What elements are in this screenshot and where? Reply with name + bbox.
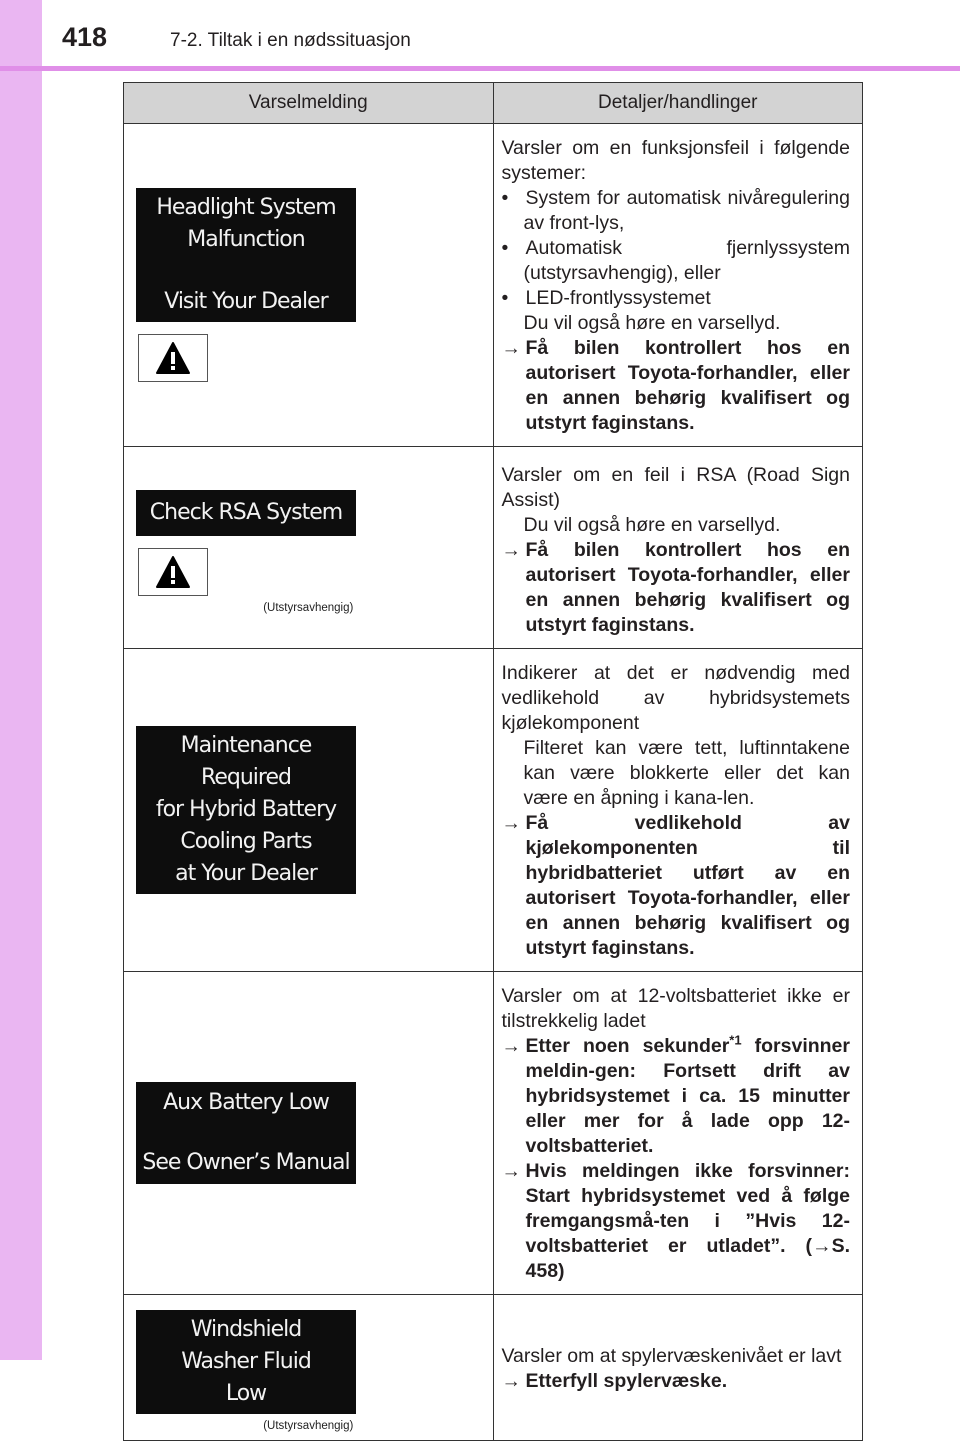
table-header-row — [124, 83, 863, 124]
table-row — [124, 124, 863, 447]
action-item — [502, 1159, 851, 1284]
action-text: Etterfyll spylervæske. — [525, 1369, 728, 1392]
display-line: for Hybrid Battery — [155, 797, 337, 822]
display-line: Check RSA System — [149, 499, 343, 525]
display-line: at Your Dealer — [175, 861, 317, 886]
bullet-text: System for automatisk nivåregulering av front-lys, — [523, 187, 850, 234]
display-washer-fluid-low — [136, 1310, 356, 1414]
display-headlight-malfunction — [136, 188, 356, 322]
optional-caption: (Utstyrsavhengig) — [263, 601, 354, 614]
action-item — [502, 336, 851, 436]
display-line: Required — [201, 765, 291, 790]
action-item — [502, 1369, 851, 1394]
table-row — [124, 972, 863, 1295]
details-intro: Varsler om at 12-voltsbatteriet ikke er tilstrekkelig ladet — [501, 985, 850, 1032]
message-cell — [124, 649, 494, 972]
display-line: Washer Fluid — [181, 1348, 311, 1374]
action-text: S. 458) — [525, 1235, 850, 1282]
chapter-side-band — [0, 0, 42, 1360]
arrow-icon: → — [501, 539, 521, 561]
details-cell — [493, 972, 863, 1295]
warning-triangle-icon — [138, 548, 208, 596]
list-item: • LED-frontlyssystemet — [501, 287, 711, 309]
arrow-icon: → — [812, 1235, 832, 1257]
display-line: Aux Battery Low — [163, 1090, 329, 1115]
display-line: Maintenance — [180, 733, 312, 758]
action-item — [502, 1034, 851, 1159]
display-aux-battery-low — [136, 1082, 356, 1184]
details-intro: Varsler om en feil i RSA (Road Sign Assist) — [501, 464, 850, 511]
display-maintenance-required — [136, 726, 356, 894]
warning-message-table — [123, 82, 863, 1441]
action-text: Få bilen kontrollert hos en autorisert Toyota-forhandler, eller en annen behørig kvalifisert og utstyrt faginstans. — [525, 539, 850, 636]
action-text: Etter noen sekunder — [525, 1035, 730, 1057]
details-cell — [493, 447, 863, 649]
list-item: • System for automatisk nivåregulering av front-lys, — [501, 187, 850, 234]
footnote-ref: *1 — [729, 1032, 742, 1048]
header-rule — [0, 66, 960, 71]
details-note: Du vil også høre en varsellyd. — [523, 514, 781, 536]
action-text: Hvis meldingen ikke forsvinner: Start hybridsystemet ved å følge fremgangsmå-ten i ”Hvis 12-voltsbatteriet er utladet”. ( — [525, 1160, 850, 1257]
action-text: forsvinner meldin-gen: Fortsett drift av hybridsystemet i ca. 15 minutter eller mer for å lade opp 12-voltsbatteriet. — [525, 1035, 850, 1157]
details-intro: Indikerer at det er nødvendig med vedlikehold av hybridsystemets kjølekomponent — [501, 662, 850, 734]
action-item — [502, 811, 851, 961]
details-intro: Varsler om at spylervæskenivået er lavt — [501, 1344, 842, 1367]
table-row — [124, 447, 863, 649]
action-text: Få vedlikehold av kjølekomponenten til hybridbatteriet utført av en autorisert Toyota-forhandler, eller en annen behørig kvalifisert og utstyrt faginstans. — [525, 812, 850, 959]
display-line: Visit Your Dealer — [164, 289, 328, 314]
bullet-text: LED-frontlyssystemet — [525, 287, 711, 309]
arrow-icon: → — [501, 1160, 521, 1182]
arrow-icon: → — [501, 1369, 521, 1392]
details-cell — [493, 124, 863, 447]
optional-caption: (Utstyrsavhengig) — [263, 1419, 354, 1432]
column-header-message: Varselmelding — [124, 83, 494, 124]
display-line: Malfunction — [187, 227, 305, 252]
arrow-icon: → — [501, 812, 521, 834]
display-line: See Owner’s Manual — [142, 1150, 350, 1175]
details-intro: Varsler om en funksjonsfeil i følgende systemer: — [501, 137, 850, 184]
message-cell — [124, 1295, 494, 1441]
display-line: Low — [225, 1380, 267, 1406]
display-line: Cooling Parts — [180, 829, 312, 854]
section-title: 7-2. Tiltak i en nødssituasjon — [170, 30, 411, 51]
warning-triangle-icon — [138, 334, 208, 382]
message-cell — [124, 972, 494, 1295]
column-header-details: Detaljer/handlinger — [493, 83, 863, 124]
arrow-icon: → — [501, 337, 521, 359]
message-cell — [124, 124, 494, 447]
message-cell — [124, 447, 494, 649]
details-cell — [493, 1295, 863, 1441]
arrow-icon: → — [501, 1035, 521, 1057]
details-note: Filteret kan være tett, luftinntakene kan være blokkerte eller det kan være en åpning i kana-len. — [523, 737, 850, 809]
bullet-text: Automatisk fjernlyssystem (utstyrsavhengig), eller — [523, 237, 850, 284]
details-note: Du vil også høre en varsellyd. — [523, 312, 781, 334]
action-text: Få bilen kontrollert hos en autorisert Toyota-forhandler, eller en annen behørig kvalifisert og utstyrt faginstans. — [525, 337, 850, 434]
table-row — [124, 649, 863, 972]
page-number: 418 — [62, 22, 108, 52]
list-item: • Automatisk fjernlyssystem (utstyrsavhengig), eller — [501, 237, 850, 284]
display-line: Windshield — [190, 1316, 302, 1342]
details-cell — [493, 649, 863, 972]
action-item — [502, 538, 851, 638]
table-row — [124, 1295, 863, 1441]
display-check-rsa — [136, 490, 356, 536]
display-line: Headlight System — [156, 195, 336, 220]
